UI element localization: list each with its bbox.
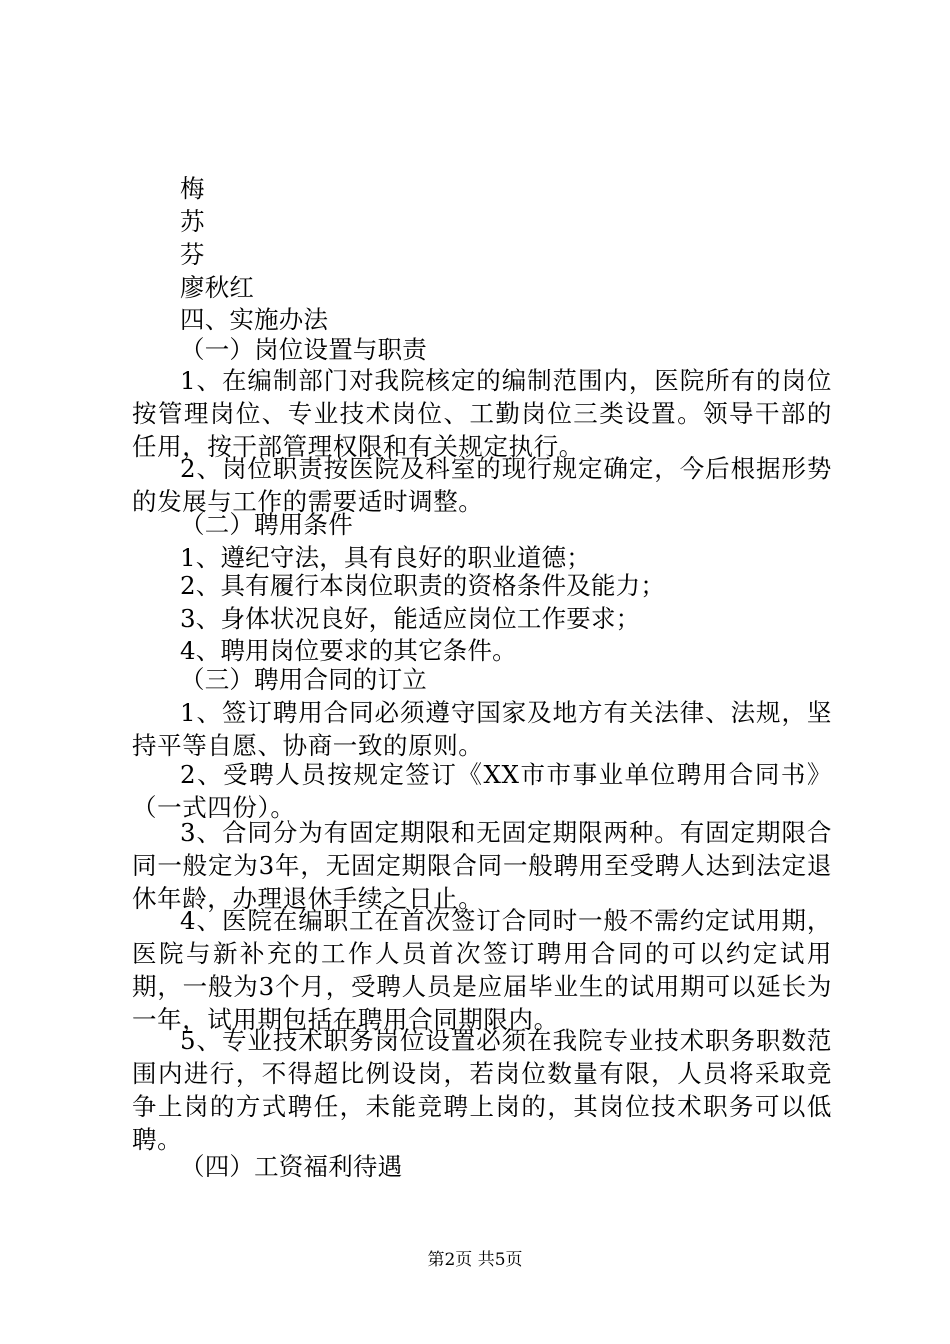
subsection-heading: （三）聘用合同的订立 — [180, 665, 427, 694]
paragraph: 5、专业技术职务岗位设置必须在我院专业技术职务职数范围内进行，不得超比例设岗，若岗位数量有限，人员将采取竞争上岗的方式聘任，未能竞聘上岗的，其岗位技术职务可以低聘。 — [132, 1026, 832, 1154]
subsection-heading: （一）岗位设置与职责 — [180, 335, 427, 364]
list-item: 2、具有履行本岗位职责的资格条件及能力； — [180, 571, 666, 600]
name-line: 梅 — [180, 174, 205, 203]
page-footer: 第2页 共5页 — [427, 1250, 523, 1270]
section-heading: 四、实施办法 — [180, 305, 329, 334]
paragraph: 1、签订聘用合同必须遵守国家及地方有关法律、法规，坚持平等自愿、协商一致的原则。 — [132, 698, 832, 760]
list-item: 3、身体状况良好，能适应岗位工作要求； — [180, 604, 641, 633]
list-item: 1、遵纪守法，具有良好的职业道德； — [180, 543, 591, 572]
paragraph: 1、在编制部门对我院核定的编制范围内，医院所有的岗位按管理岗位、专业技术岗位、工勤岗位三类设置。领导干部的任用，按干部管理权限和有关规定执行。 — [132, 366, 832, 461]
paragraph: 4、医院在编职工在首次签订合同时一般不需约定试用期，医院与新补充的工作人员首次签订聘用合同的可以约定试用期，一般为3个月，受聘人员是应届毕业生的试用期可以延长为一年，试用期包括在聘用合同期限内。 — [132, 906, 832, 1034]
list-item: 4、聘用岗位要求的其它条件。 — [180, 636, 517, 665]
name-line: 芬 — [180, 240, 205, 269]
paragraph: 2、受聘人员按规定签订《XX市市事业单位聘用合同书》（一式四份）。 — [132, 760, 832, 822]
name-line: 苏 — [180, 207, 205, 236]
subsection-heading: （二）聘用条件 — [180, 510, 353, 539]
subsection-heading: （四）工资福利待遇 — [180, 1152, 403, 1181]
paragraph: 2、岗位职责按医院及科室的现行规定确定，今后根据形势的发展与工作的需要适时调整。 — [132, 454, 832, 516]
paragraph: 3、合同分为有固定期限和无固定期限两种。有固定期限合同一般定为3年，无固定期限合同一般聘用至受聘人达到法定退休年龄，办理退休手续之日止。 — [132, 818, 832, 913]
name-line: 廖秋红 — [180, 273, 255, 302]
